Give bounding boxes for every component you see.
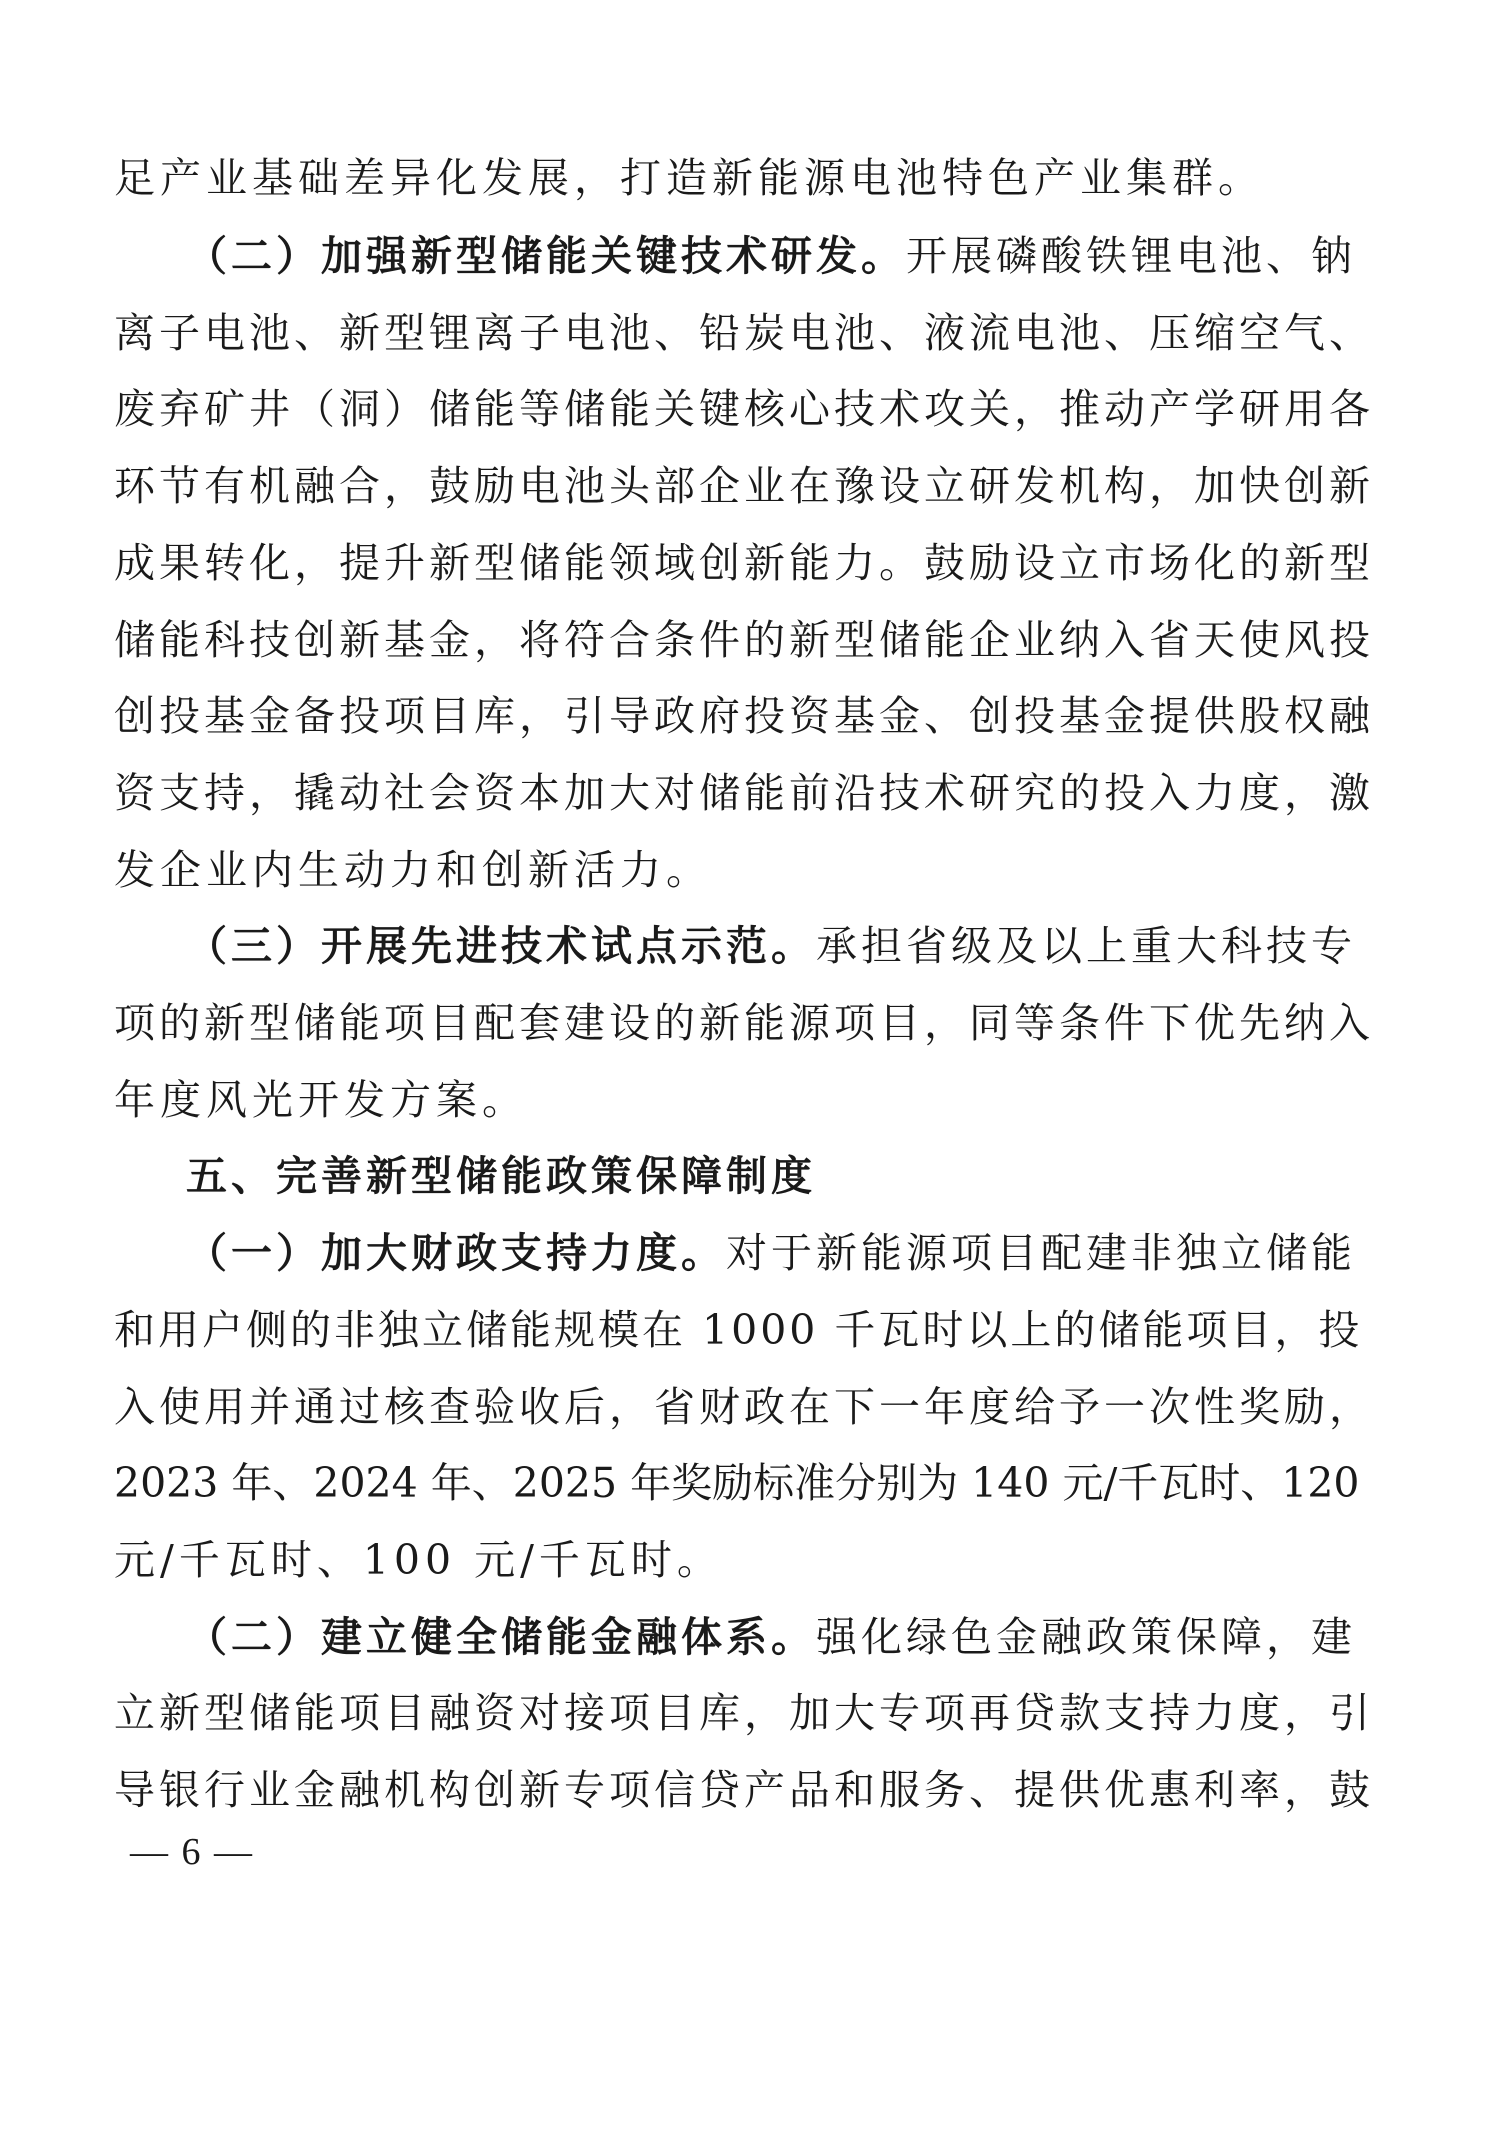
paragraph-lead: （二）加强新型储能关键技术研发。 — [186, 232, 906, 280]
text-line: 创投基金备投项目库，引导政府投资基金、创投基金提供股权融 — [114, 692, 1374, 740]
text-line: 导银行业金融机构创新专项信贷产品和服务、提供优惠利率，鼓 — [114, 1766, 1374, 1814]
paragraph-5-1-first-line — [186, 1228, 1356, 1278]
paragraph-3-first-line — [186, 921, 1356, 971]
text-line: 项的新型储能项目配套建设的新能源项目，同等条件下优先纳入 — [114, 999, 1374, 1047]
text-line: 立新型储能项目融资对接项目库，加大专项再贷款支持力度，引 — [114, 1689, 1374, 1737]
paragraph-lead: （三）开展先进技术试点示范。 — [186, 922, 816, 970]
text-line: 年度风光开发方案。 — [114, 1076, 528, 1124]
paragraph-5-2-first-line — [186, 1612, 1356, 1662]
text-line: 元/千瓦时、100 元/千瓦时。 — [114, 1536, 723, 1584]
text-line: 和用户侧的非独立储能规模在 1000 千瓦时以上的储能项目，投 — [114, 1306, 1363, 1354]
text-line: 2023 年、2024 年、2025 年奖励标准分别为 140 元/千瓦时、120 — [114, 1459, 1360, 1507]
paragraph-text: 承担省级及以上重大科技专 — [816, 922, 1356, 970]
paragraph-lead: （二）建立健全储能金融体系。 — [186, 1613, 816, 1661]
paragraph-text: 强化绿色金融政策保障，建 — [816, 1613, 1356, 1661]
paragraph-2-first-line — [186, 231, 1356, 281]
text-line: 发企业内生动力和创新活力。 — [114, 846, 712, 894]
text-line: 入使用并通过核查验收后，省财政在下一年度给予一次性奖励， — [114, 1383, 1374, 1431]
paragraph-text: 开展磷酸铁锂电池、钠 — [906, 232, 1356, 280]
section-heading: 五、完善新型储能政策保障制度 — [186, 1152, 816, 1200]
text-line: 废弃矿井（洞）储能等储能关键核心技术攻关，推动产学研用各 — [114, 385, 1374, 433]
text-line: 足产业基础差异化发展，打造新能源电池特色产业集群。 — [114, 154, 1264, 202]
text-line: 储能科技创新基金，将符合条件的新型储能企业纳入省天使风投 — [114, 616, 1374, 664]
text-line: 环节有机融合，鼓励电池头部企业在豫设立研发机构，加快创新 — [114, 462, 1374, 510]
text-line: 成果转化，提升新型储能领域创新能力。鼓励设立市场化的新型 — [114, 539, 1374, 587]
text-line: 资支持，撬动社会资本加大对储能前沿技术研究的投入力度，激 — [114, 769, 1374, 817]
text-line: 离子电池、新型锂离子电池、铅炭电池、液流电池、压缩空气、 — [114, 309, 1374, 357]
page-number: — 6 — — [130, 1831, 254, 1873]
paragraph-text: 对于新能源项目配建非独立储能 — [726, 1229, 1356, 1277]
paragraph-lead: （一）加大财政支持力度。 — [186, 1229, 726, 1277]
